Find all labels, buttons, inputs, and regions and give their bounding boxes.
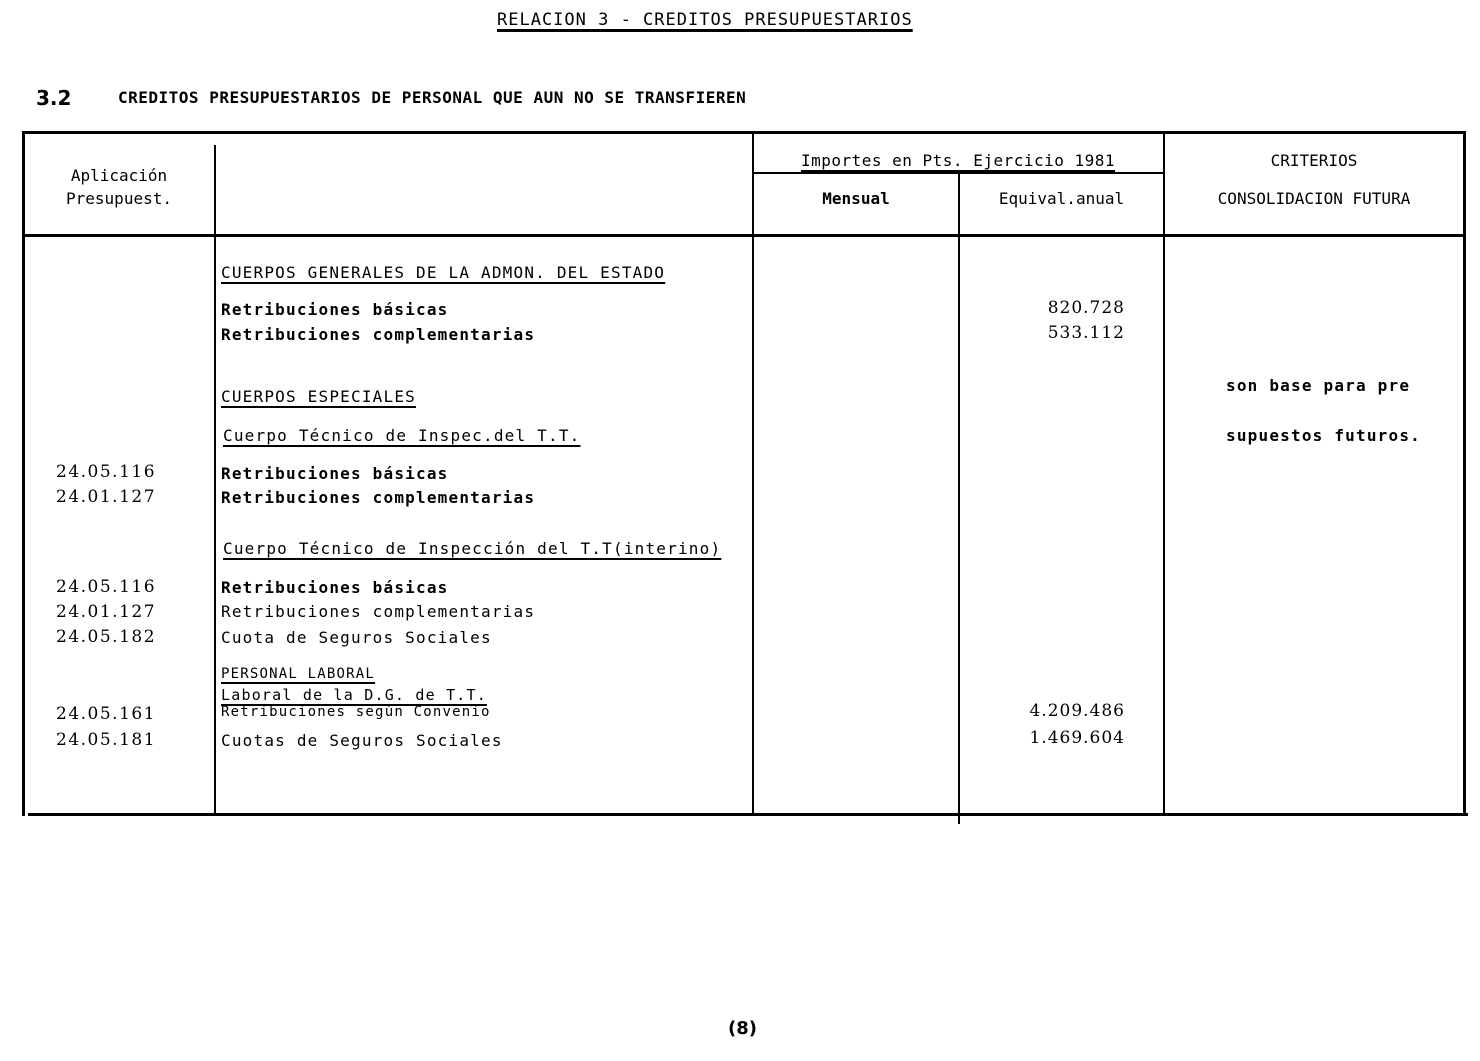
page-number: (8) [728,1018,757,1039]
table-right-border [1463,131,1466,816]
header-aplicacion-1: Aplicación [70,166,168,185]
header-mensual: Mensual [822,189,890,208]
col-divider-4 [1163,131,1165,815]
table-left-border [22,131,25,816]
table-top-border [22,131,1466,134]
row-concept: Retribuciones básicas [221,578,449,597]
row-code: 24.01.127 [56,602,157,622]
row-concept: Retribuciones básicas [221,464,449,483]
row-concept: Retribuciones complementarias [221,488,536,507]
row-concept: Retribuciones según Convenio [221,704,491,720]
group-heading: PERSONAL LABORAL [221,666,376,682]
row-anual: 4.209.486 [1029,701,1125,721]
row-code: 24.05.116 [56,577,157,597]
header-equival-anual: Equival.anual [998,189,1125,208]
row-code: 24.05.181 [56,730,157,750]
group-heading: CUERPOS ESPECIALES [221,387,416,406]
header-bottom-border [22,234,1466,237]
group-subheading: Cuerpo Técnico de Inspec.del T.T. [223,426,581,445]
row-code: 24.05.116 [56,462,157,482]
group-heading: CUERPOS GENERALES DE LA ADMON. DEL ESTADO [221,263,666,282]
document-title: RELACION 3 - CREDITOS PRESUPUESTARIOS [497,10,913,30]
criterio-note-line2: supuestos futuros. [1226,426,1421,445]
group-subheading: Cuerpo Técnico de Inspección del T.T(interino) [223,539,722,558]
header-criterios-1: CRITERIOS [1270,151,1358,170]
row-concept: Retribuciones complementarias [221,602,536,621]
header-importes: Importes en Pts. Ejercicio 1981 [800,151,1116,170]
section-title: CREDITOS PRESUPUESTARIOS DE PERSONAL QUE AUN NO SE TRANSFIEREN [118,88,747,107]
row-anual: 1.469.604 [1029,728,1125,748]
section-number: 3.2 [36,86,72,110]
row-anual: 533.112 [1047,323,1125,343]
row-concept: Cuota de Seguros Sociales [221,628,492,647]
row-concept: Retribuciones complementarias [221,325,536,344]
row-concept: Cuotas de Seguros Sociales [221,731,503,750]
row-concept: Retribuciones básicas [221,300,449,319]
table-bottom-border [28,813,1468,816]
group-subheading: Laboral de la D.G. de T.T. [221,686,487,704]
header-aplicacion-2: Presupuest. [66,189,172,208]
row-anual: 820.728 [1047,298,1125,318]
criterio-note-line1: son base para pre [1226,376,1411,395]
col-divider-1 [214,145,216,815]
header-criterios-2: CONSOLIDACION FUTURA [1217,189,1411,208]
row-code: 24.01.127 [56,487,157,507]
col-divider-2 [752,131,754,815]
row-code: 24.05.161 [56,704,157,724]
col-divider-3 [958,172,960,824]
row-code: 24.05.182 [56,627,157,647]
